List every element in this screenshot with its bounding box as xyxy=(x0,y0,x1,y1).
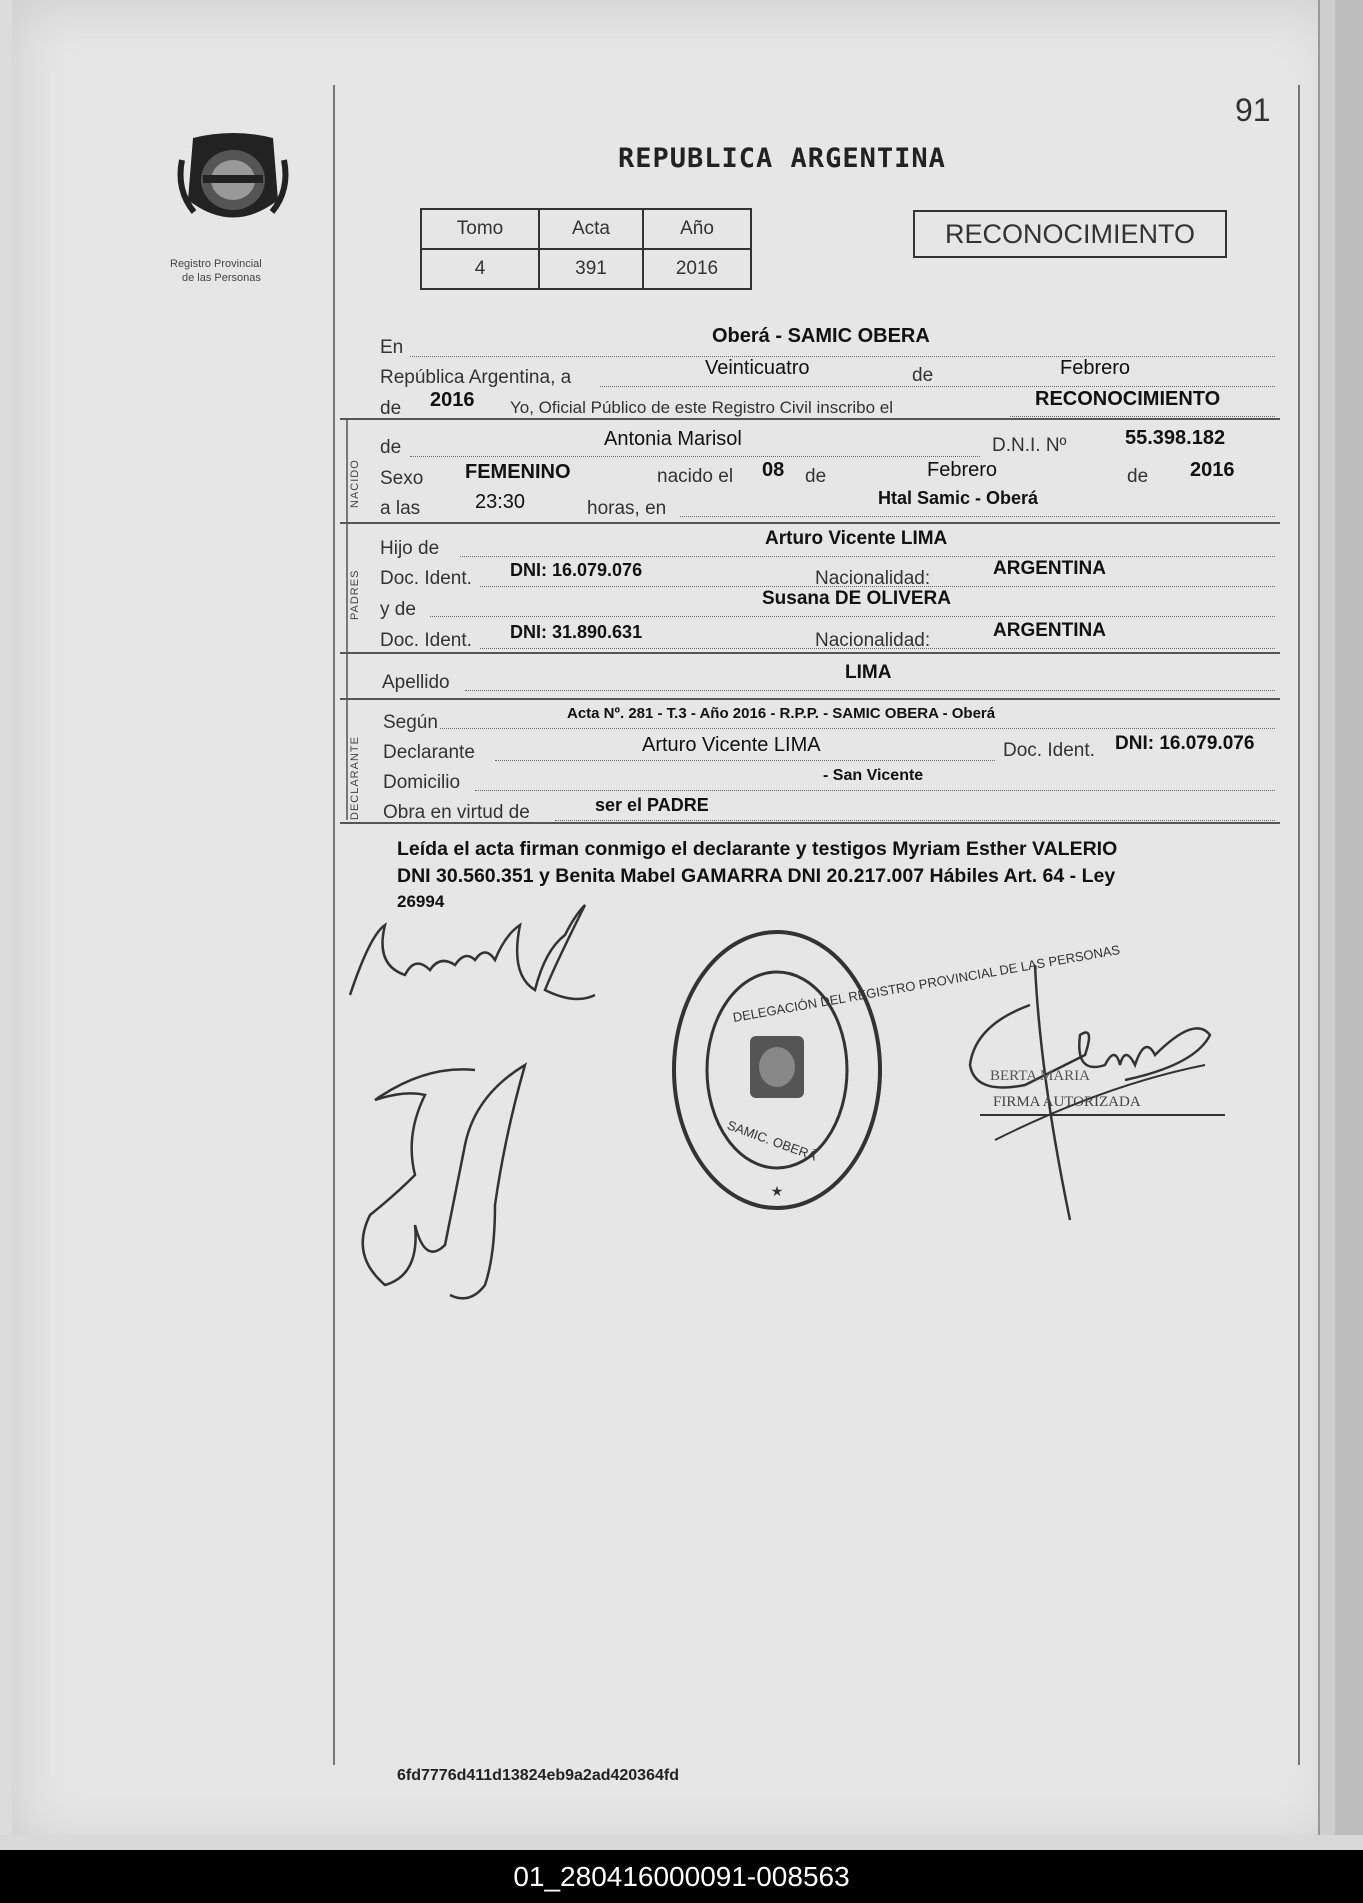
nacido-label: nacido el xyxy=(657,466,734,487)
nac2-label: Nacionalidad: xyxy=(815,630,931,651)
fill-line xyxy=(495,760,995,761)
child-name: Antonia Marisol xyxy=(604,428,742,450)
sexo-label: Sexo xyxy=(380,468,424,489)
closing-text-line2: DNI 30.560.351 y Benita Mabel GAMARRA DNI 20.217.007 Hábiles Art. 64 - Ley xyxy=(397,865,1116,887)
dni-label: D.N.I. Nº xyxy=(992,435,1067,456)
sexo-value: FEMENINO xyxy=(465,461,571,483)
fill-line xyxy=(1010,416,1275,417)
dni-value: 55.398.182 xyxy=(1125,427,1226,449)
table-header: Tomo xyxy=(421,209,539,249)
fill-line xyxy=(480,648,1275,649)
domicilio-label: Domicilio xyxy=(383,772,461,793)
side-label-declarante: DECLARANTE xyxy=(349,736,361,820)
bottom-strip xyxy=(0,1835,1363,1850)
declarante-label: Declarante xyxy=(383,742,475,763)
fill-line xyxy=(430,616,1275,617)
de-name-label: de xyxy=(380,437,402,458)
witness-signature xyxy=(345,1055,545,1305)
logo-caption-2: de las Personas xyxy=(182,272,261,284)
fill-line xyxy=(480,586,1275,587)
fill-line xyxy=(600,386,1275,387)
file-id-footer: 01_280416000091-008563 xyxy=(0,1850,1363,1903)
father-name: Arturo Vicente LIMA xyxy=(765,528,948,549)
section-divider xyxy=(340,522,1280,524)
father-dni: DNI: 16.079.076 xyxy=(510,560,643,580)
horas-label: horas, en xyxy=(587,498,667,519)
oficial-text: Yo, Oficial Público de este Registro Civil inscribo el xyxy=(510,398,893,417)
stamp-inner-text: SAMIC. OBERÁ xyxy=(725,1117,819,1164)
page-title: REPUBLICA ARGENTINA xyxy=(618,143,946,174)
table-cell: 4 xyxy=(421,249,539,289)
declarant-signature xyxy=(345,895,625,1015)
signature-caption-2: FIRMA AUTORIZADA xyxy=(993,1094,1141,1110)
domicilio-value: - San Vicente xyxy=(823,767,924,784)
birth-de1: de xyxy=(805,466,827,487)
father-nationality: ARGENTINA xyxy=(993,558,1106,579)
declarante-dni: DNI: 16.079.076 xyxy=(1115,733,1255,754)
side-label-padres: PADRES xyxy=(349,569,361,620)
en-label: En xyxy=(380,337,404,358)
segun-value: Acta Nº. 281 - T.3 - Año 2016 - R.P.P. - SAMIC OBERA - Oberá xyxy=(567,705,996,722)
decl-doc-label: Doc. Ident. xyxy=(1003,740,1095,761)
day-value: Veinticuatro xyxy=(705,357,810,379)
signature-caption-1: BERTA MARIA xyxy=(990,1068,1090,1084)
de-year-label: de xyxy=(380,398,402,419)
place-of-record: Oberá - SAMIC OBERA xyxy=(712,325,930,347)
svg-text:★: ★ xyxy=(770,1183,784,1199)
birth-de2: de xyxy=(1127,466,1149,487)
nac1-label: Nacionalidad: xyxy=(815,568,931,589)
mother-name: Susana DE OLIVERA xyxy=(762,588,951,609)
doc1-label: Doc. Ident. xyxy=(380,568,472,589)
fill-line xyxy=(475,790,1275,791)
month-value: Febrero xyxy=(1060,357,1131,379)
obra-value: ser el PADRE xyxy=(595,795,709,815)
right-margin-line xyxy=(1298,85,1300,1765)
record-type-box: RECONOCIMIENTO xyxy=(913,210,1227,258)
apellido-label: Apellido xyxy=(382,672,450,693)
closing-text-line1: Leída el acta firman conmigo el declarante y testigos Myriam Esther VALERIO xyxy=(397,838,1118,860)
table-header: Año xyxy=(643,209,751,249)
segun-label: Según xyxy=(383,712,438,733)
alas-label: a las xyxy=(380,498,421,519)
inscribe-value: RECONOCIMIENTO xyxy=(1035,388,1221,410)
table-cell: 2016 xyxy=(643,249,751,289)
stamp-ring-text: DELEGACIÓN DEL REGISTRO PROVINCIAL DE LAS PERSONAS xyxy=(731,942,1122,1025)
de-label: de xyxy=(912,365,934,386)
registry-logo xyxy=(168,130,298,250)
section-divider xyxy=(340,652,1280,654)
doc2-label: Doc. Ident. xyxy=(380,630,472,651)
record-table xyxy=(420,208,752,290)
mother-dni: DNI: 31.890.631 xyxy=(510,622,643,642)
republica-label: República Argentina, a xyxy=(380,367,572,388)
fill-line xyxy=(680,516,1275,517)
declarante-name: Arturo Vicente LIMA xyxy=(642,734,821,756)
authorized-signature xyxy=(955,955,1235,1225)
yde-label: y de xyxy=(380,599,416,620)
stamp-seal-icon xyxy=(670,928,885,1213)
year-value: 2016 xyxy=(430,389,475,411)
closing-text-line3: 26994 xyxy=(397,892,445,911)
left-margin-line xyxy=(333,85,335,1765)
fill-line xyxy=(410,356,1275,357)
section-divider xyxy=(340,698,1280,700)
fill-line xyxy=(465,690,1275,691)
fill-line xyxy=(440,728,1275,729)
fill-line xyxy=(410,456,980,457)
table-cell: 391 xyxy=(539,249,643,289)
section-divider xyxy=(340,418,1280,420)
birth-time: 23:30 xyxy=(475,491,526,513)
shield-emblem-icon xyxy=(168,130,298,250)
table-header: Acta xyxy=(539,209,643,249)
birth-day: 08 xyxy=(762,459,785,481)
side-label-nacido: NACIDO xyxy=(349,459,361,508)
birth-place: Htal Samic - Oberá xyxy=(878,488,1039,508)
apellido-value: LIMA xyxy=(845,662,892,683)
fill-line xyxy=(460,556,1275,557)
fill-line xyxy=(555,820,1275,821)
logo-caption-1: Registro Provincial xyxy=(170,258,262,270)
hijo-label: Hijo de xyxy=(380,538,440,559)
page-number: 91 xyxy=(1235,92,1271,128)
inner-margin-line xyxy=(346,420,348,820)
document-hash: 6fd7776d411d13824eb9a2ad420364fd xyxy=(397,1767,679,1784)
mother-nationality: ARGENTINA xyxy=(993,620,1106,641)
page-edge-shadow xyxy=(1335,0,1363,1850)
birth-month: Febrero xyxy=(927,459,998,481)
birth-year: 2016 xyxy=(1190,459,1235,481)
obra-label: Obra en virtud de xyxy=(383,802,530,823)
